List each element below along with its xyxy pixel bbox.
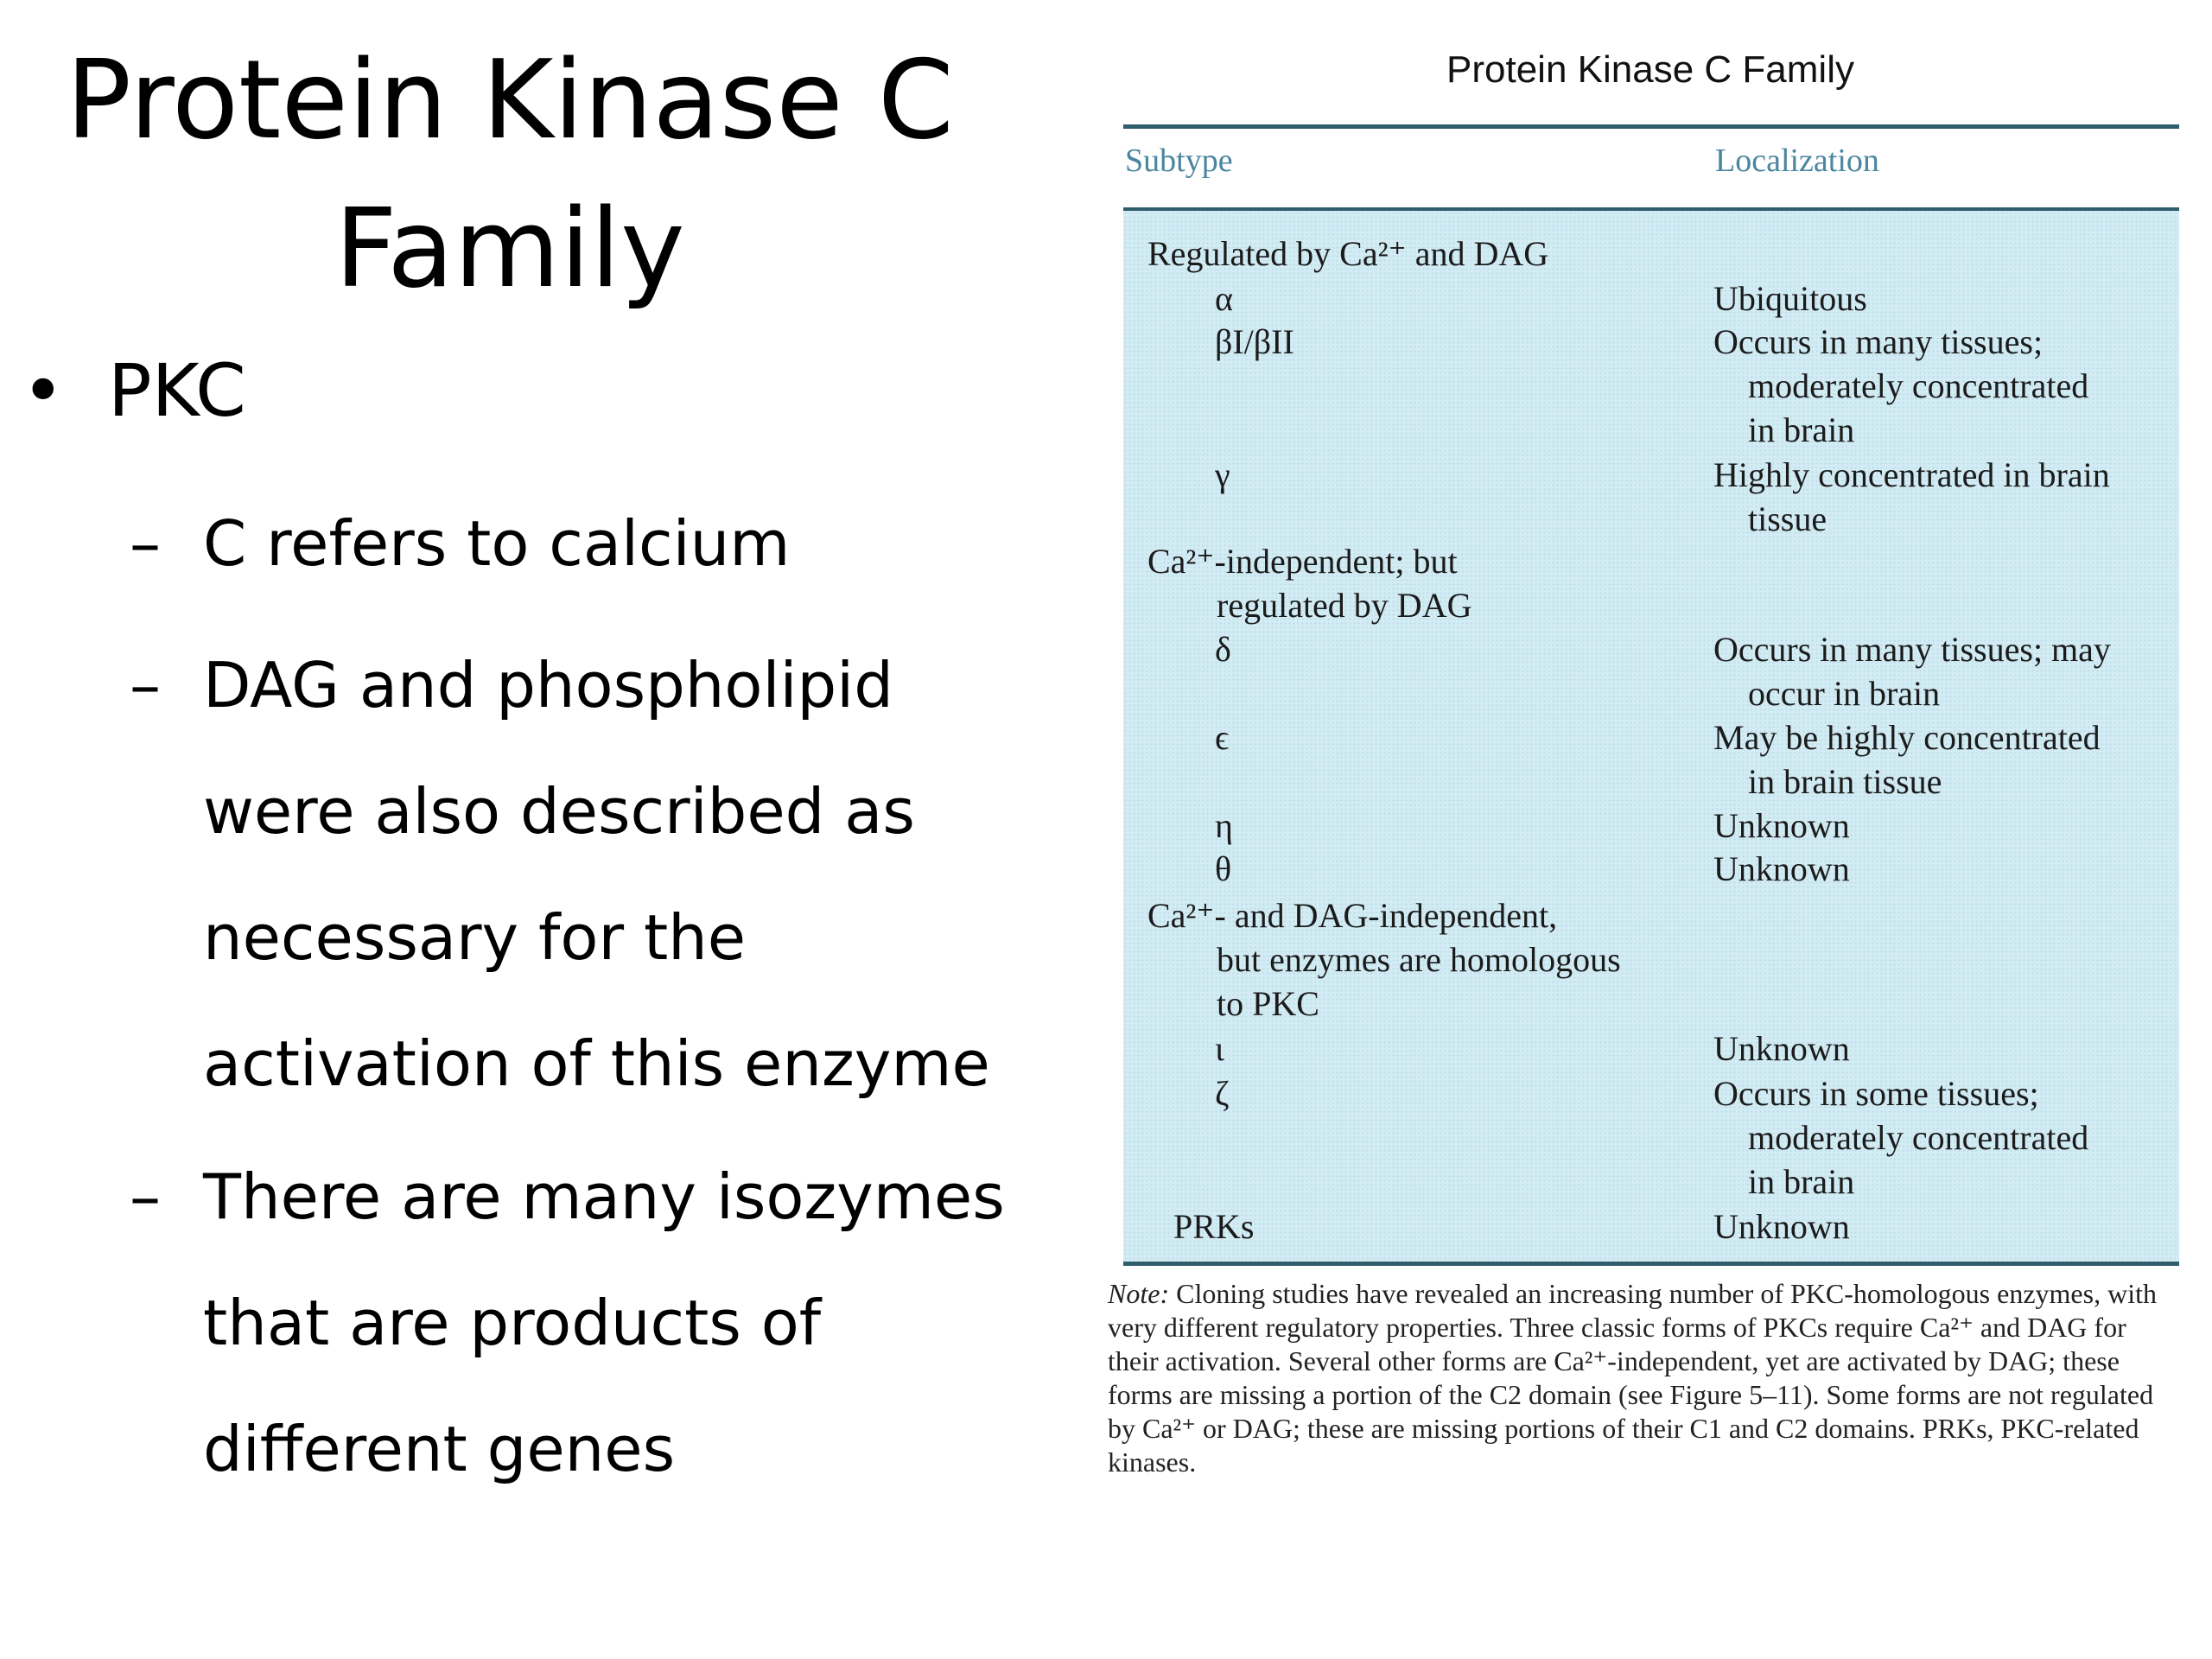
localization-cell: Unknown xyxy=(1713,1207,1850,1246)
table-body: Regulated by Ca²⁺ and DAG α Ubiquitous βI/βII Occurs in many tissues; moderately concentrated in brain γ Highly concentrated in brain tissue Ca²⁺-independent; but regulated by DAG δ Occurs in many tissues; may occur in brain ϵ May be highly concentrated in brain tissue η Unknown θ Unknown Ca²⁺- and DAG-independent, but enzymes are homologous to PKC ι Unknown ζ Occurs in some tissues; moderately concentrated in brain PRKs Unknown xyxy=(1123,211,2179,1262)
slide-title-line2: Family xyxy=(334,185,685,312)
localization-cell: Occurs in some tissues; moderately concentrated in brain xyxy=(1713,1074,2089,1201)
localization-cell: Unknown xyxy=(1713,849,1850,888)
sub-point-text: DAG and phospholipid were also described as necessary for the activation of this enzyme xyxy=(203,649,990,1100)
bullet-text: PKC xyxy=(108,348,246,433)
dash-icon: – xyxy=(130,649,161,721)
localization-cell: Unknown xyxy=(1713,1029,1850,1068)
table-top-rule xyxy=(1123,124,2179,129)
subtype-cell: βI/βII xyxy=(1215,322,1294,361)
subtype-cell: η xyxy=(1215,806,1233,845)
slide-title-line1: Protein Kinase C xyxy=(66,36,954,163)
localization-cell: Highly concentrated in brain tissue xyxy=(1713,455,2110,538)
pkc-table xyxy=(1123,112,2179,1279)
table-note xyxy=(1108,1277,2179,1479)
table-caption: Protein Kinase C Family xyxy=(1446,48,1854,91)
subtype-cell: ϵ xyxy=(1215,718,1230,757)
note-label: Note: xyxy=(1108,1278,1170,1309)
table-bottom-rule xyxy=(1123,1262,2179,1266)
subtype-cell: ι xyxy=(1215,1029,1224,1068)
sub-point-text: There are many isozymes that are products of different genes xyxy=(203,1160,1005,1485)
subtype-cell: α xyxy=(1215,279,1233,318)
bullet-list xyxy=(0,0,1020,1659)
localization-cell: Ubiquitous xyxy=(1713,279,1867,318)
header-subtype: Subtype xyxy=(1125,143,1233,179)
subtype-cell: γ xyxy=(1215,455,1230,494)
subtype-cell: ζ xyxy=(1215,1074,1230,1113)
subtype-cell: θ xyxy=(1215,849,1232,888)
sub-point xyxy=(130,1134,1011,1512)
bullet-dot-icon: • xyxy=(22,348,65,433)
subtype-cell: PRKs xyxy=(1173,1207,1255,1246)
localization-cell: Occurs in many tissues; moderately concentrated in brain xyxy=(1713,322,2089,449)
subtype-cell: δ xyxy=(1215,630,1231,669)
localization-cell: May be highly concentrated in brain tissue xyxy=(1713,718,2101,801)
dash-icon: – xyxy=(130,507,161,580)
localization-cell: Unknown xyxy=(1713,806,1850,845)
header-localization: Localization xyxy=(1715,143,1879,179)
localization-cell: Occurs in many tissues; may occur in brain xyxy=(1713,630,2111,713)
dash-icon: – xyxy=(130,1160,161,1233)
sub-point xyxy=(130,480,1011,607)
bullet-item xyxy=(22,339,246,442)
note-text: Cloning studies have revealed an increasing number of PKC-homologous enzymes, with very different regulatory properties. Three classic forms of PKCs require Ca²⁺ and DAG for their activation. Several other forms are Ca²⁺-independent, yet are activated by DAG; these forms are missing a portion of the C2 domain (see Figure 5–11). Some forms are not regulated by Ca²⁺ or DAG; these are missing portions of their C1 and C2 domains. PRKs, PKC-related kinases. xyxy=(1108,1278,2157,1478)
sub-point-text: C refers to calcium xyxy=(203,507,791,580)
sub-point xyxy=(130,622,1011,1127)
